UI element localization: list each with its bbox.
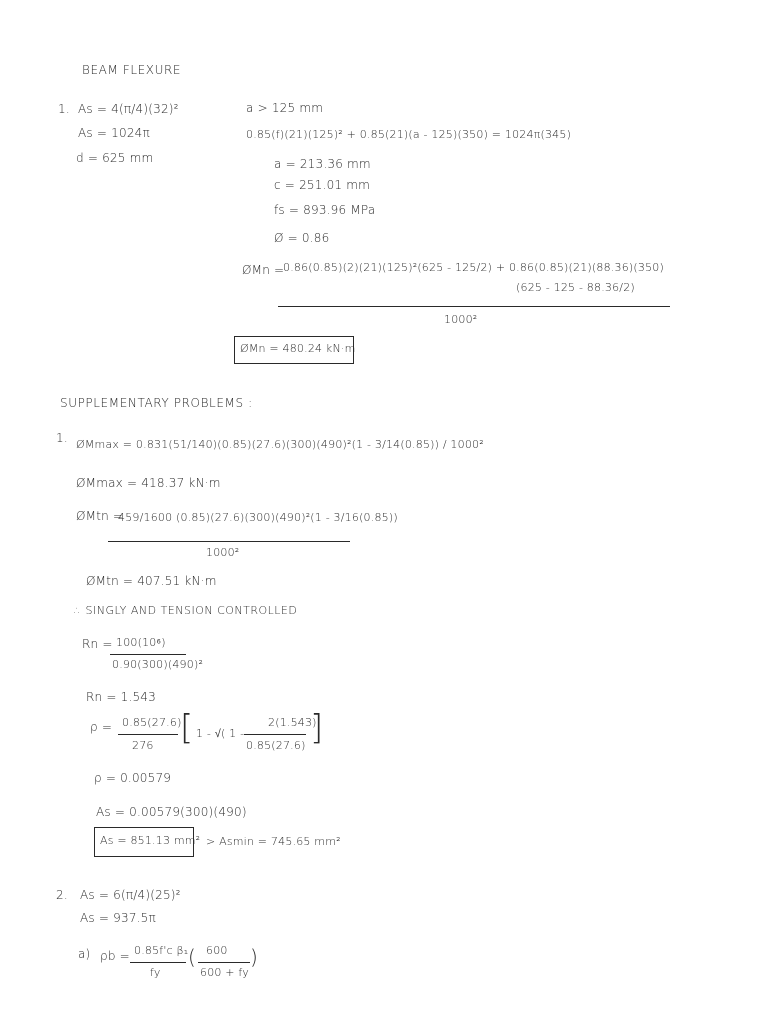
p2-rhob-denominator: fy [150, 966, 161, 979]
p2-rhob-fraction-bar [130, 962, 186, 963]
supp-rho-denominator: 276 [132, 739, 154, 752]
right-bracket-icon: ] [310, 708, 324, 748]
supp-rho-inner-fraction-bar [244, 734, 306, 735]
p2-steel-area-eq: As = 6(π/4)(25)² [80, 888, 181, 902]
supp-mmax-value: ØMmax = 418.37 kN·m [76, 476, 221, 490]
supp-mtn-value: ØMtn = 407.51 kN·m [86, 574, 217, 588]
supp-mtn-denominator: 1000² [206, 546, 240, 559]
problem-1-number: 1. [58, 102, 70, 116]
left-bracket-icon: [ [180, 708, 194, 748]
supp-mtn-lhs: ØMtn = [76, 509, 124, 523]
supp-as-result: As = 851.13 mm² [100, 834, 201, 847]
p2-rhob-paren-fraction-bar [198, 962, 250, 963]
p1-moment-numerator: 0.86(0.85)(2)(21)(125)²(625 - 125/2) + 0.86(0.85)(21)(88.36)(350) [283, 261, 664, 274]
supp-rn-fraction-bar [110, 654, 186, 655]
p2-rhob-paren-numerator: 600 [206, 944, 228, 957]
p2-part-a-label: a) [78, 947, 91, 961]
p1-moment-denominator: 1000² [444, 313, 478, 326]
p2-rhob-numerator: 0.85f'c β₁ [134, 944, 189, 957]
supp-rho-numerator: 0.85(27.6) [122, 716, 182, 729]
supplementary-heading: SUPPLEMENTARY PROBLEMS : [60, 396, 253, 410]
supp-asmin: > Asmin = 745.65 mm² [206, 835, 341, 848]
supp-problem-1-number: 1. [56, 431, 68, 445]
p1-fs-value: fs = 893.96 MPa [274, 203, 376, 217]
p1-a-value: a = 213.36 mm [274, 157, 371, 171]
p1-equilibrium-eq: 0.85(f)(21)(125)² + 0.85(21)(a - 125)(350) = 1024π(345) [246, 128, 572, 141]
p2-rhob-paren-denominator: 600 + fy [200, 966, 249, 979]
supp-rho-fraction-bar [118, 734, 178, 735]
page-title: BEAM FLEXURE [82, 63, 182, 77]
supp-as-equation: As = 0.00579(300)(490) [96, 805, 247, 819]
supp-rho-inner-numerator: 2(1.543) [268, 716, 317, 729]
p1-condition: a > 125 mm [246, 101, 324, 115]
p1-result: ØMn = 480.24 kN·m [240, 342, 356, 355]
supp-rn-value: Rn = 1.543 [86, 690, 156, 704]
supp-rn-denominator: 0.90(300)(490)² [112, 658, 204, 671]
supp-rn-lhs: Rn = [82, 637, 113, 651]
p1-moment-lhs: ØMn = [242, 263, 285, 277]
right-paren-icon: ) [250, 945, 259, 969]
supp-rho-bracket-term: 1 - √( 1 - [196, 727, 245, 740]
p1-moment-numerator-line2: (625 - 125 - 88.36/2) [516, 281, 635, 294]
supp-mtn-numerator: 459/1600 (0.85)(27.6)(300)(490)²(1 - 3/16(0.85)) [118, 511, 398, 524]
supp-mmax-equation: ØMmax = 0.831(51/140)(0.85)(27.6)(300)(490)²(1 - 3/14(0.85)) / 1000² [76, 438, 484, 451]
supp-rho-lhs: ρ = [90, 720, 113, 734]
p1-effective-depth: d = 625 mm [76, 151, 154, 165]
supp-conclusion: ∴ SINGLY AND TENSION CONTROLLED [74, 604, 298, 617]
p2-rhob-lhs: ρb = [100, 949, 130, 963]
p2-steel-area: As = 937.5π [80, 911, 156, 925]
p1-fraction-bar [278, 306, 670, 307]
p1-phi-value: Ø = 0.86 [274, 231, 330, 245]
p1-steel-area: As = 1024π [78, 126, 150, 140]
supp-rho-value: ρ = 0.00579 [94, 771, 172, 785]
p1-steel-area-eq: As = 4(π/4)(32)² [78, 102, 179, 116]
supp-rn-numerator: 100(10⁶) [116, 636, 166, 649]
supp-mtn-fraction-bar [108, 541, 350, 542]
problem-2-number: 2. [56, 888, 68, 902]
supp-rho-inner-denominator: 0.85(27.6) [246, 739, 306, 752]
left-paren-icon: ( [188, 945, 197, 969]
p1-c-value: c = 251.01 mm [274, 178, 371, 192]
